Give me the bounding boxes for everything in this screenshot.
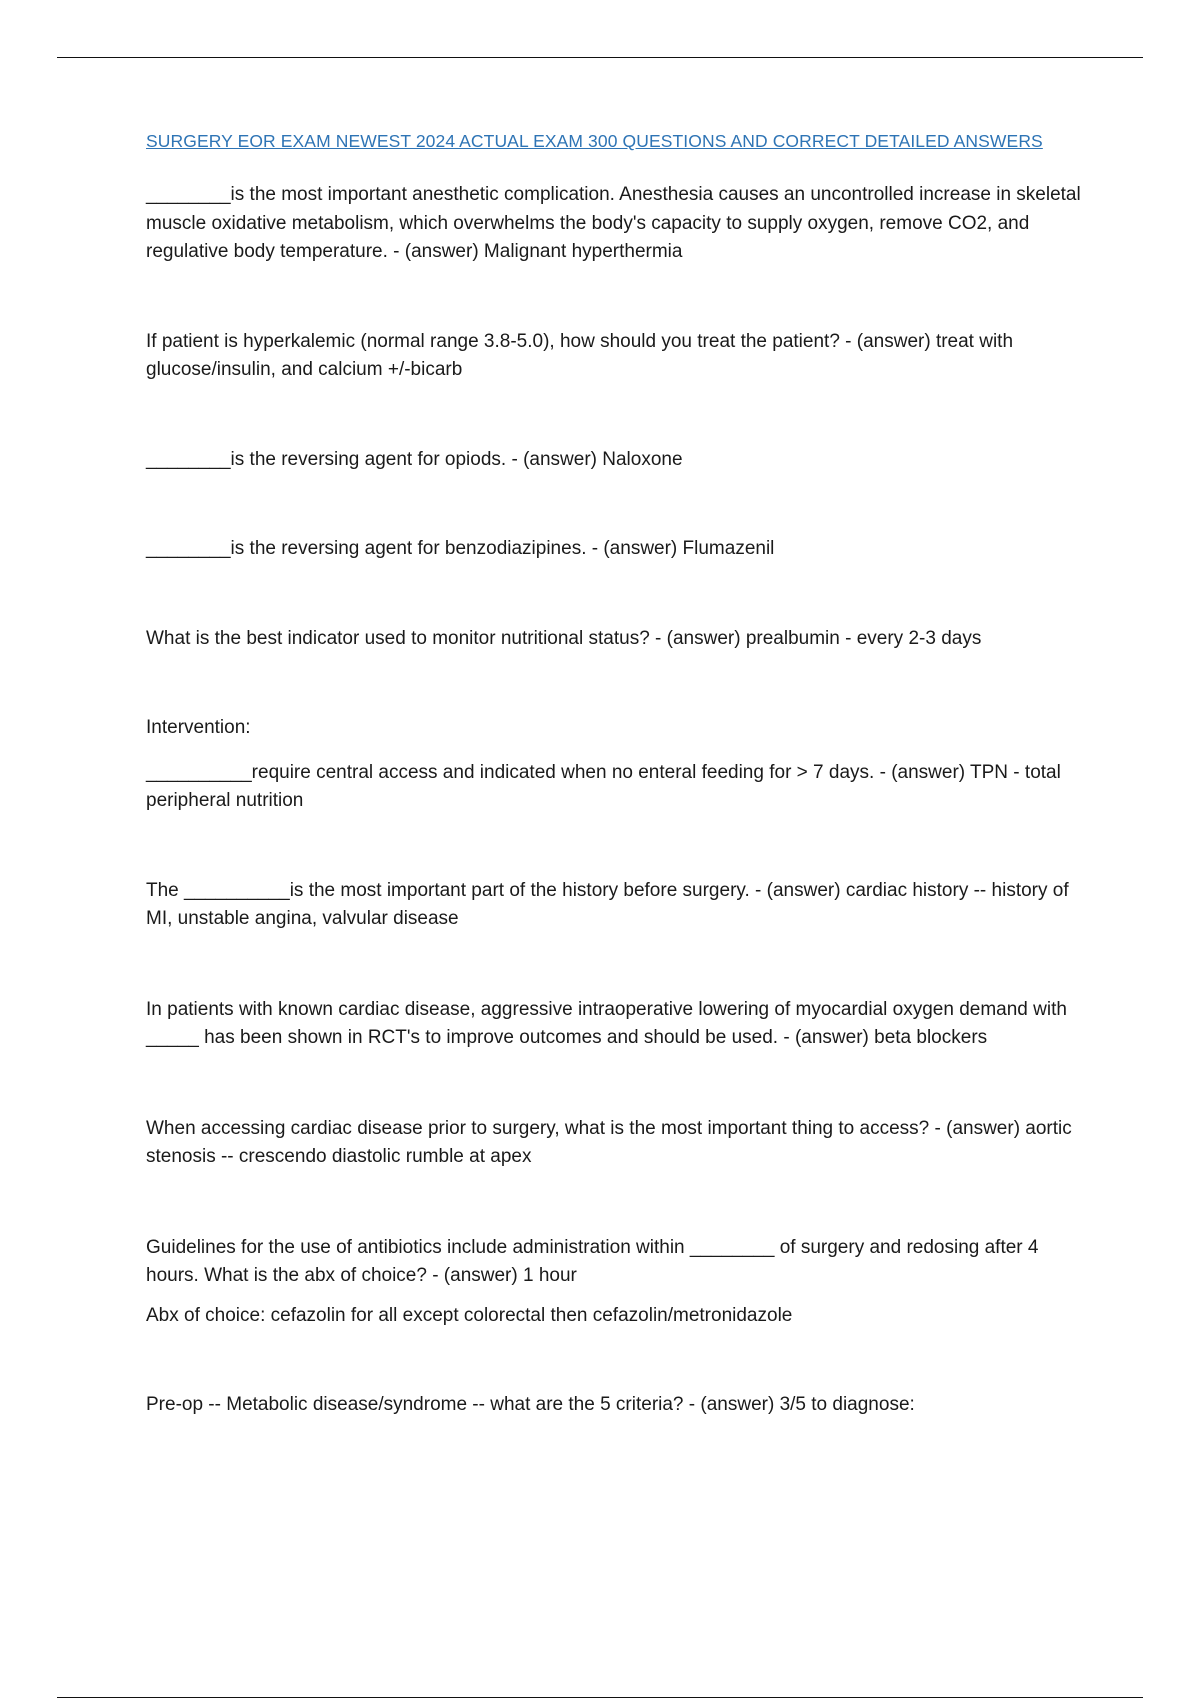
footer-rule bbox=[57, 1697, 1143, 1698]
qa-item-6: __________require central access and indicated when no enteral feeding for > 7 days. - (answer) TPN - total peripheral nutrition bbox=[146, 761, 1061, 811]
qa-item-3: ________is the reversing agent for opiods. - (answer) Naloxone bbox=[146, 448, 683, 470]
qa-item-7: The __________is the most important part of the history before surgery. - (answer) cardiac history -- history of MI, unstable angina, valvular disease bbox=[146, 879, 1069, 929]
qa-item-9: When accessing cardiac disease prior to surgery, what is the most important thing to access? - (answer) aortic stenosis -- crescendo diastolic rumble at apex bbox=[146, 1117, 1072, 1167]
qa-item-8: In patients with known cardiac disease, aggressive intraoperative lowering of myocardial oxygen demand with _____ has been shown in RCT's to improve outcomes and should be used. - (answer) beta blockers bbox=[146, 998, 1067, 1048]
qa-item-2: If patient is hyperkalemic (normal range 3.8-5.0), how should you treat the patient? - (answer) treat with glucose/insulin, and calcium +/-bicarb bbox=[146, 330, 1014, 380]
document-page bbox=[146, 128, 1091, 1420]
qa-item-4: ________is the reversing agent for benzodiazipines. - (answer) Flumazenil bbox=[146, 538, 775, 559]
section-heading-intervention: Intervention: bbox=[146, 717, 251, 738]
qa-item-5: What is the best indicator used to monitor nutritional status? - (answer) prealbumin - every 2-3 days bbox=[146, 627, 982, 649]
qa-item-10: Guidelines for the use of antibiotics include administration within ________ of surgery and redosing after 4 hours. What is the abx of choice? - (answer) 1 hour bbox=[146, 1236, 1039, 1286]
abx-note: Abx of choice: cefazolin for all except colorectal then cefazolin/metronidazole bbox=[146, 1304, 793, 1326]
document-title[interactable]: SURGERY EOR EXAM NEWEST 2024 ACTUAL EXAM 300 QUESTIONS AND CORRECT DETAILED ANSWERS bbox=[146, 131, 1043, 151]
header-rule bbox=[57, 57, 1143, 58]
qa-item-1: ________is the most important anesthetic complication. Anesthesia causes an uncontrolled increase in skeletal muscle oxidative metabolism, which overwhelms the body's capacity to supply oxygen, remove CO2, and regulative body temperature. - (answer) Malignant hyperthermia bbox=[146, 184, 1081, 262]
qa-item-11: Pre-op -- Metabolic disease/syndrome -- what are the 5 criteria? - (answer) 3/5 to diagnose: bbox=[146, 1394, 915, 1415]
